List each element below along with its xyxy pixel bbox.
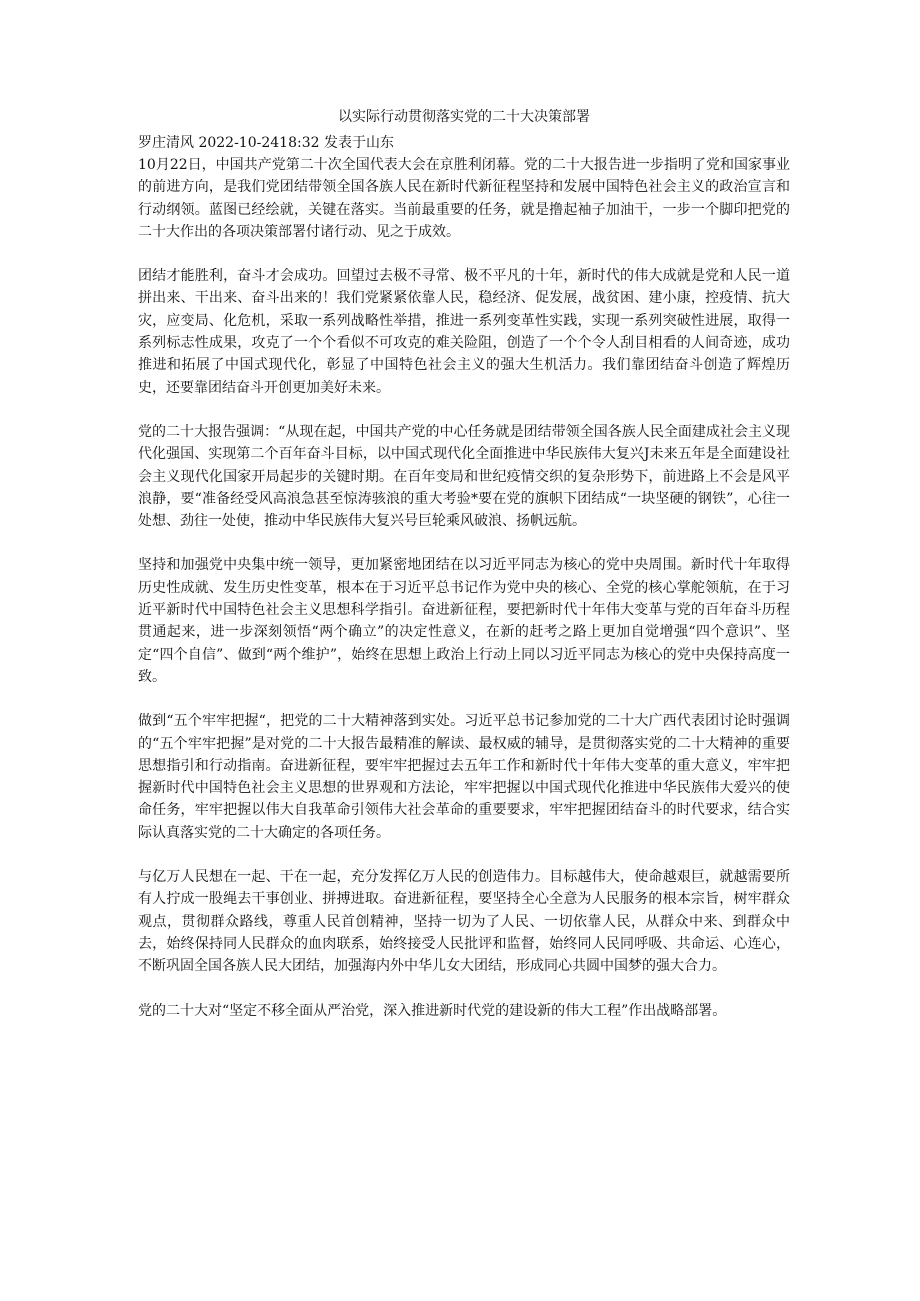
- paragraph: 坚持和加强党中央集中统一领导，更加紧密地团结在以习近平同志为核心的党中央周围。新时代十年取得历史性成就、发生历史性变革，根本在于习近平总书记作为党中央的核心、全党的核心掌舵领航，在于习近平新时代中国特色社会主义思想科学指引。奋进新征程，要把新时代十年伟大变革与党的百年奋斗历程贯通起来，进一步深刻领悟“两个确立”的决定性意义，在新的赶考之路上更加自觉增强“四个意识”、坚定“四个自信”、做到“两个维护”，始终在思想上政治上行动上同以习近平同志为核心的党中央保持高度一致。: [138, 557, 790, 685]
- article-title: 以实际行动贯彻落实党的二十大决策部署: [338, 109, 590, 125]
- article-byline: 罗庄清风 2022-10-2418:32 发表于山东: [138, 135, 394, 151]
- paragraph: 团结才能胜利，奋斗才会成功。回望过去极不寻常、极不平凡的十年，新时代的伟大成就是党和人民一道拼出来、干出来、奋斗出来的！我们党紧紧依靠人民，稳经济、促发展，战贫困、建小康，控疫情、抗大灾，应变局、化危机，采取一系列战略性举措，推进一系列变革性实践，实现一系列突破性进展，取得一系列标志性成果，攻克了一个个看似不可攻克的难关险阻，创造了一个个令人刮目相看的人间奇迹，成功推进和拓展了中国式现代化，彰显了中国特色社会主义的强大生机活力。我们靠团结奋斗创造了辉煌历史，还要靠团结奋斗开创更加美好未来。: [138, 268, 790, 396]
- paragraph: 党的二十大报告强调：“从现在起，中国共产党的中心任务就是团结带领全国各族人民全面建成社会主义现代化强国、实现第二个百年奋斗目标，以中国式现代化全面推进中华民族伟大复兴J未来五年是全面建设社会主义现代化国家开局起步的关键时期。在百年变局和世纪疫情交织的复杂形势下，前进路上不会是风平浪静，要“准备经受风高浪急甚至惊涛骇浪的重大考验*要在党的旗帜下团结成“一块坚硬的钢铁”，心往一处想、劲往一处使，推动中华民族伟大复兴号巨轮乘风破浪、扬帆远航。: [138, 423, 790, 530]
- document-page: [138, 106, 790, 1044]
- paragraph: 党的二十大对“坚定不移全面从严治党，深入推进新时代党的建设新的伟大工程”作出战略部署。: [138, 1002, 727, 1019]
- paragraph: 与亿万人民想在一起、干在一起，充分发挥亿万人民的创造伟力。目标越伟大，使命越艰巨，就越需要所有人拧成一股绳去干事创业、拼搏进取。奋进新征程，要坚持全心全意为人民服务的根本宗旨，树牢群众观点，贯彻群众路线，尊重人民首创精神，坚持一切为了人民、一切依靠人民，从群众中来、到群众中去，始终保持同人民群众的血肉联系，始终接受人民批评和监督，始终同人民同呼吸、共命运、心连心，不断巩固全国各族人民大团结，加强海内外中华儿女大团结，形成同心共圆中国梦的强大合力。: [138, 869, 790, 975]
- paragraph: 做到“五个牢牢把握“，把党的二十大精神落到实处。习近平总书记参加党的二十大广西代表团讨论时强调的“五个牢牢把握”是对党的二十大报告最精准的解读、最权威的辅导，是贯彻落实党的二十大精神的重要思想指引和行动指南。奋进新征程，要牢牢把握过去五年工作和新时代十年伟大变革的重大意义，牢牢把握新时代中国特色社会主义思想的世界观和方法论，牢牢把握以中国式现代化推进中华民族伟大爱兴的使命任务，牢牢把握以伟大自我革命引领伟大社会革命的重要要求，牢牢把握团结奋斗的时代要求，结合实际认真落实党的二十大确定的各项任务。: [138, 713, 790, 841]
- paragraph: 10月22日，中国共产党第二十次全国代表大会在京胜利闭幕。党的二十大报告进一步指明了党和国家事业的前进方向，是我们党团结带领全国各族人民在新时代新征程坚持和发展中国特色社会主义的政治宣言和行动纲领。蓝图已经绘就，关键在落实。当前最重要的任务，就是撸起袖子加油干，一步一个脚印把党的二十大作出的各项决策部署付诸行动、见之于成效。: [138, 157, 790, 240]
